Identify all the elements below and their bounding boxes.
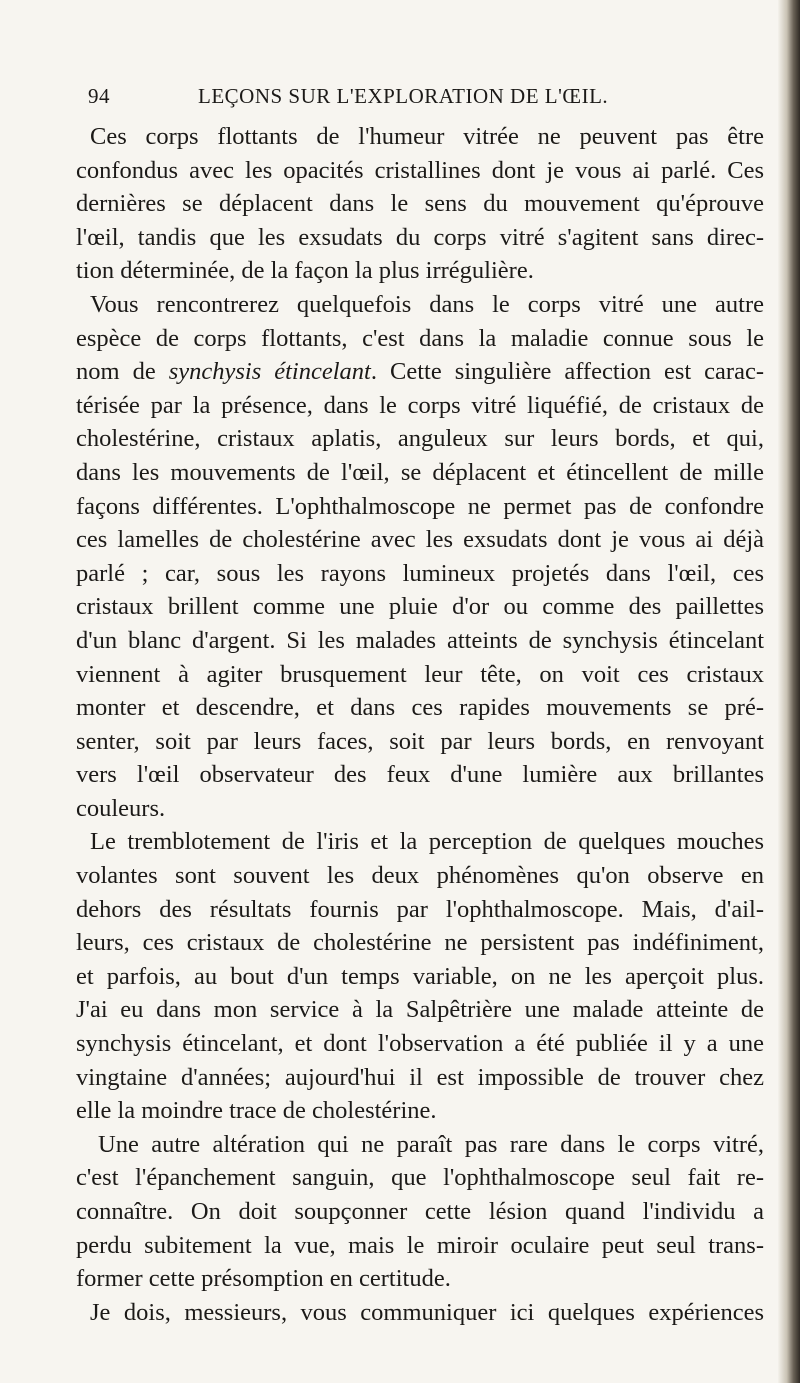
text-line: cristaux brillent comme une pluie d'or ou comme des paillettes [76,593,764,621]
text-line: dans les mouvements de l'œil, se déplacent et étincellent de mille [76,458,764,486]
text-line: elle la moindre trace de cholestérine. [76,1097,437,1125]
text-line: J'ai eu dans mon service à la Salpêtrière une malade atteinte de [76,996,764,1024]
text-line: connaître. On doit soupçonner cette lésion quand l'individu a [76,1198,764,1225]
text-line: dehors des résultats fournis par l'ophthalmoscope. Mais, d'ail- [76,895,764,923]
text-line: l'œil, tandis que les exsudats du corps vitré s'agitent sans direc- [76,223,764,251]
text-line: Ces corps flottants de l'humeur vitrée ne peuvent pas être [90,123,764,150]
text-line: volantes sont souvent les deux phénomènes qu'on observe en [76,862,764,890]
italic-term: synchysis étincelant [168,358,371,386]
text-line: monter et descendre, et dans ces rapides mouvements se pré- [76,694,764,722]
text-line: espèce de corps flottants, c'est dans la maladie connue sous le [76,324,764,352]
text-line: Une autre altération qui ne paraît pas rare dans le corps vitré, [98,1130,764,1158]
text-line: senter, soit par leurs faces, soit par leurs bords, en renvoyant [76,727,764,755]
text-line: confondus avec les opacités cristallines dont je vous ai parlé. Ces [76,156,764,184]
text-line: c'est l'épanchement sanguin, que l'ophthalmoscope seul fait re- [76,1164,764,1192]
text-line: d'un blanc d'argent. Si les malades atteints de synchysis étincelant [76,626,764,654]
text-line: dernières se déplacent dans le sens du mouvement qu'éprouve [76,190,764,218]
text-line: leurs, ces cristaux de cholestérine ne persistent pas indéfiniment, [76,929,764,957]
text-line: cholestérine, cristaux aplatis, anguleux sur leurs bords, et qui, [76,425,764,453]
text-line: et parfois, au bout d'un temps variable, on ne les aperçoit plus. [76,962,764,990]
text-line: Le tremblotement de l'iris et la perception de quelques mouches [90,828,764,856]
running-title: LEÇONS SUR L'EXPLORATION DE L'ŒIL. [198,84,609,108]
text-line: ces lamelles de cholestérine avec les exsudats dont je vous ai déjà [76,526,764,554]
text-line: vers l'œil observateur des feux d'une lumière aux brillantes [76,761,764,789]
text-line: Vous rencontrerez quelquefois dans le corps vitré une autre [90,290,764,318]
text-line: tion déterminée, de la façon la plus irrégulière. [76,257,534,285]
text-line-with-italic [76,355,764,389]
text-line: former cette présomption en certitude. [76,1265,451,1293]
text-line: perdu subitement la vue, mais le miroir oculaire peut seul trans- [76,1231,764,1259]
page-binding-edge [778,0,800,1383]
text-line: viennent à agiter brusquement leur tête, on voit ces cristaux [76,660,764,688]
text-line: térisée par la présence, dans le corps vitré liquéfié, de cristaux de [76,391,764,419]
text-segment: nom de [76,358,169,386]
page-number: 94 [88,84,110,108]
text-line: couleurs. [76,794,166,822]
text-segment: . Cette singulière affection est carac- [370,358,764,386]
page-header [88,84,748,118]
text-line: Je dois, messieurs, vous communiquer ici quelques expériences [90,1298,764,1326]
text-line: synchysis étincelant, et dont l'observation a été publiée il y a une [76,1030,764,1058]
body-text [76,120,764,1329]
text-line: façons différentes. L'ophthalmoscope ne permet pas de confondre [76,492,764,520]
text-line: vingtaine d'années; aujourd'hui il est impossible de trouver chez [76,1063,764,1091]
text-line: parlé ; car, sous les rayons lumineux projetés dans l'œil, ces [76,559,764,587]
